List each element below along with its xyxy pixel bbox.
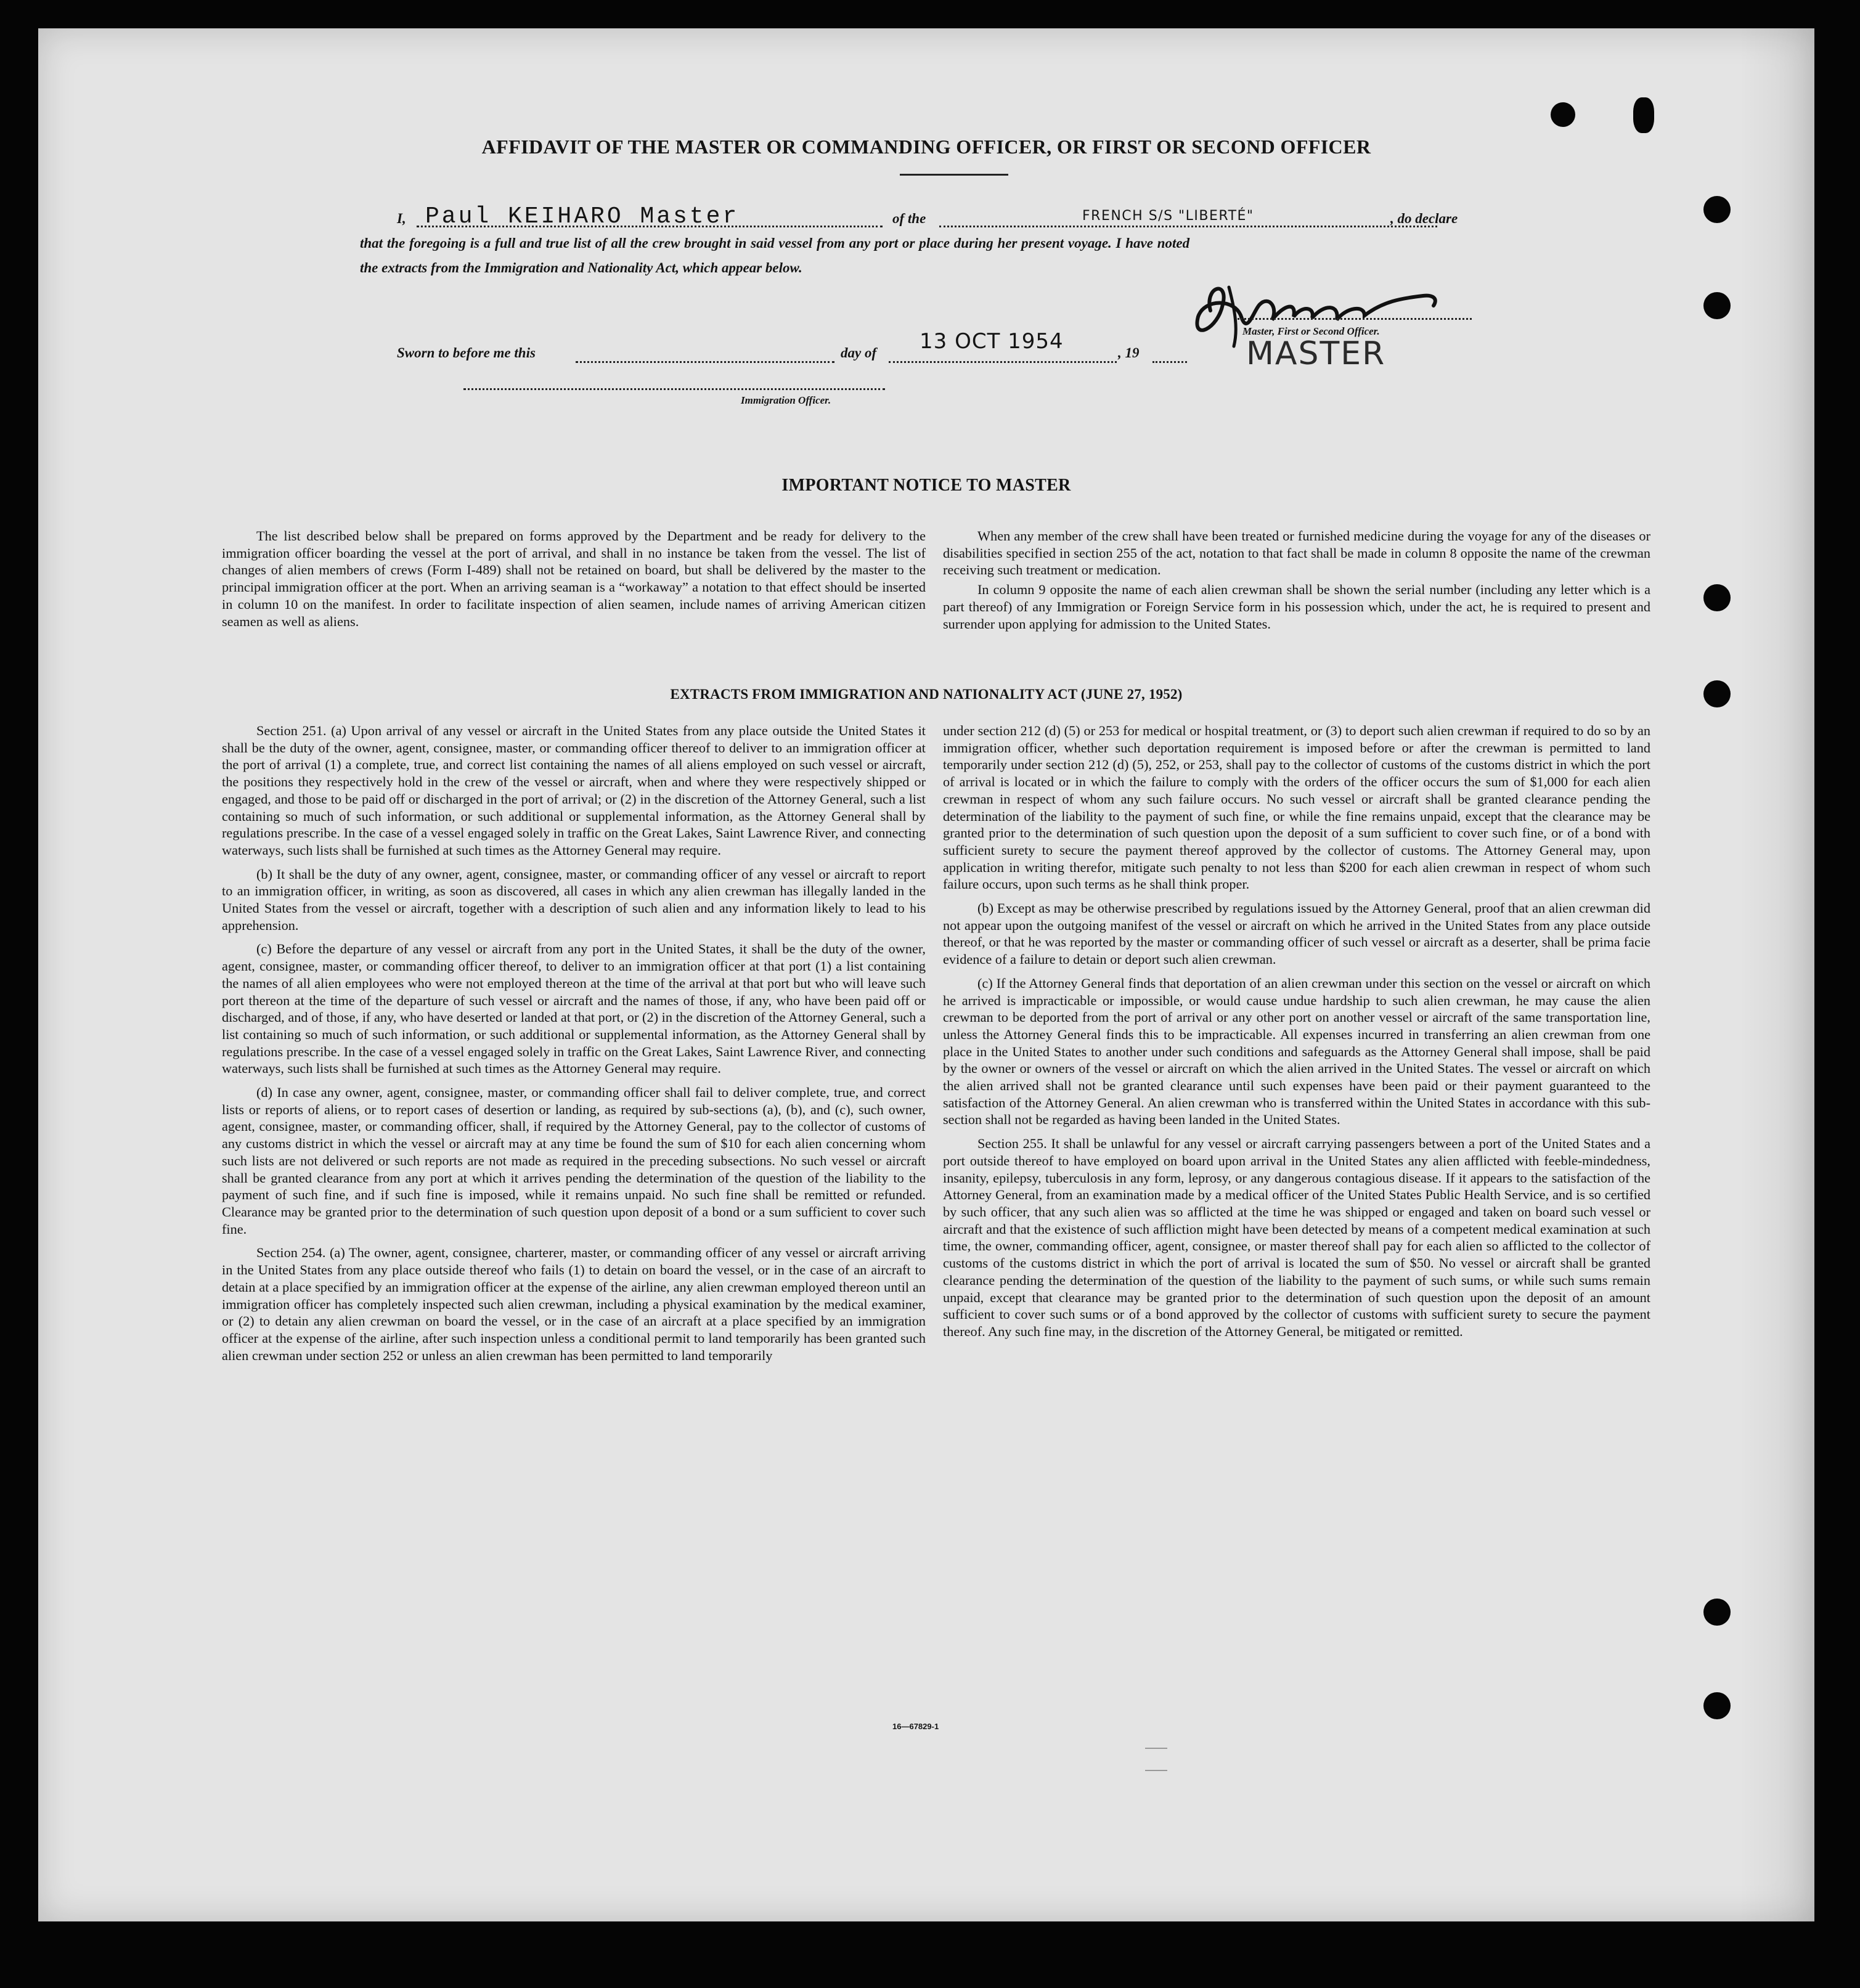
document-page xyxy=(38,28,1814,1921)
extracts-right-column xyxy=(943,722,1650,1347)
punch-hole xyxy=(1703,1599,1731,1626)
page-edge-shadow xyxy=(1739,28,1814,1921)
signature-caption: Master, First or Second Officer. xyxy=(1242,325,1380,337)
extracts-title: EXTRACTS FROM IMMIGRATION AND NATIONALITY ACT (JUNE 27, 1952) xyxy=(670,686,1183,702)
punch-hole xyxy=(1703,1692,1731,1719)
form-number: 16—67829-1 xyxy=(892,1722,939,1731)
section-254-b: (b) Except as may be otherwise prescribed by regulations issued by the Attorney General, proof that an alien crewman did not appear upon the outgoing manifest of the vessel or aircraft on which he arrived in the United States from any place outside thereof, or that he was reported by the master or commanding officer of such vessel or aircraft as a deserter, shall be prima facie evidence of a failure to detain or deport such alien crewman. xyxy=(943,900,1650,968)
punch-hole xyxy=(1551,102,1575,127)
vessel-name-value: FRENCH S/S "LIBERTÉ" xyxy=(1082,208,1254,224)
sworn-year-line xyxy=(1152,361,1187,363)
bleed-through-mark xyxy=(1145,1748,1167,1749)
notice-title: IMPORTANT NOTICE TO MASTER xyxy=(781,476,1071,495)
signature-line xyxy=(1238,318,1472,320)
declaration-line-1: that the foregoing is a full and true list of all the crew brought in said vessel from any port or place during her present voyage. I have noted xyxy=(360,235,1190,251)
of-the-label: of the xyxy=(892,211,926,226)
notice-left-paragraph: The list described below shall be prepared on forms approved by the Department and be ready for delivery to the immigration officer boarding the vessel at the port of arrival, and shall in no instance be taken from the vessel. The list of changes of alien members of crews (Form I-489) shall not be retained on board, but shall be delivered by the master to the principal immigration officer at the port. When an arriving seaman is a “workaway” a notation to that effect should be inserted in column 10 on the manifest. In order to facilitate inspection of alien seamen, include names of arriving American citizen seamen as well as aliens. xyxy=(222,528,926,629)
section-251-b: (b) It shall be the duty of any owner, agent, consignee, master, or commanding officer of any vessel or aircraft to report to an immigration officer, in writing, as soon as discovered, all cases in which any alien crewman has illegally landed in the United States from the vessel or aircraft, together with a description of such alien and any information likely to lead to his apprehension. xyxy=(222,866,926,933)
title-rule xyxy=(900,174,1008,176)
extracts-left-column xyxy=(222,722,926,1371)
notice-left-column xyxy=(222,528,926,637)
sworn-month-line xyxy=(889,361,1117,363)
immigration-officer-caption: Immigration Officer. xyxy=(741,394,831,406)
bleed-through-mark xyxy=(1145,1770,1167,1771)
punch-hole xyxy=(1703,196,1731,223)
notice-right-paragraph-1: When any member of the crew shall have been treated or furnished medicine during the voyage for any of the diseases or disabilities specified in section 255 of the act, notation to that fact shall be made in column 8 opposite the name of the crewman receiving such treatment or medication. xyxy=(943,528,1650,578)
vessel-name-line xyxy=(939,226,1437,227)
sworn-label: Sworn to before me this xyxy=(397,345,536,361)
section-251-d: (d) In case any owner, agent, consignee, master, or commanding officer shall fail to deliver complete, true, and correct lists or reports of aliens, or to report cases of desertion or landing, as required by sub-sections (a), (b), and (c), such owner, agent, consignee, master, or commanding officer, shall, if required by the Attorney General, pay to the collector of customs of any customs district in which the vessel or aircraft may at any time be found the sum of $10 for each alien concerning whom such lists are not delivered or such reports are not made as required in the preceding subsections. No such vessel or aircraft shall be granted clearance from any port at which it arrives pending the determination of the question of the liability to the payment of such fine, and if such fine is imposed, while it remains unpaid. No such fine shall be remitted or refunded. Clearance may be granted prior to the determination of such question upon deposit of a bond or a sum sufficient to cover such fine. xyxy=(222,1085,926,1237)
year-label: , 19 xyxy=(1118,345,1140,361)
section-254-a-continued: under section 212 (d) (5) or 253 for medical or hospital treatment, or (3) to deport such alien crewman if required to do so by an immigration officer, whether such deportation requirement is imposed before or after the crewman is permitted to land temporarily under section 212 (d) (5), 252, or 253, shall pay to the collector of customs of the customs district in which the port of arrival is located or in which the failure to comply with the orders of the officer occurs the sum of $1,000 for each alien crewman in respect of whom any such failure occurs. No such vessel or aircraft shall be granted clearance pending the determination of the liability to the payment of such fine, or while the fine remains unpaid, except that the clearance may be granted prior to the determination of such question upon the deposit of a sum sufficient to cover such fine, or of a bond with sufficient surety to secure the payment thereof approved by the collector of customs. The Attorney General may, upon application in writing therefor, mitigate such penalty to not less than $200 for each alien crewman in respect of whom such failure occurs, upon such terms as he shall think proper. xyxy=(943,723,1650,892)
punch-hole xyxy=(1703,292,1731,319)
date-stamp: 13 OCT 1954 xyxy=(920,329,1064,354)
notice-right-paragraph-2: In column 9 opposite the name of each alien crewman shall be shown the serial number (including any letter which is a part thereof) of any Immigration or Foreign Service form in his possession which, under the act, he is required to present and surrender upon applying for admission to the United States. xyxy=(943,582,1650,632)
affidavit-title: AFFIDAVIT OF THE MASTER OR COMMANDING OFFICER, OR FIRST OR SECOND OFFICER xyxy=(481,136,1371,158)
notice-right-column xyxy=(943,528,1650,639)
section-254-a: Section 254. (a) The owner, agent, consignee, charterer, master, or commanding officer of any vessel or aircraft arriving in the United States from any place outside thereof who fails (1) to detain on board the vessel, or in the case of an aircraft to detain at a place specified by an immigration officer at the expense of the airline, any alien crewman employed thereon until an immigration officer has completely inspected such alien crewman, including a physical examination by the medical examiner, or (2) to detain any alien crewman on board the vessel, or in the case of an aircraft at a place specified by an immigration officer at the expense of the airline, after such inspection unless a conditional permit to land temporarily has been granted such alien crewman under section 252 or unless an alien crewman has been permitted to land temporarily xyxy=(222,1245,926,1363)
punch-hole xyxy=(1703,584,1731,611)
section-254-c: (c) If the Attorney General finds that deportation of an alien crewman under this section on the vessel or aircraft on which he arrived is impracticable or impossible, or would cause undue hardship to such alien crewman, he may cause the alien crewman to be deported from the port of arrival or any other port on another vessel or aircraft of the same transportation line, unless the Attorney General finds this to be impracticable. All expenses incurred in transferring an alien crewman from one place in the United States to another under such conditions and safeguards as the Attorney General shall impose, shall be paid by the owner or owners of the vessel or aircraft on which the alien arrived in the United States. The vessel or aircraft on which the alien arrived shall not be granted clearance until such expenses have been paid or their payment guaranteed to the satisfaction of the Attorney General. An alien crewman who is transferred within the United States in accordance with this sub-section shall not be regarded as having been landed in the United States. xyxy=(943,975,1650,1128)
section-251-c: (c) Before the departure of any vessel or aircraft from any port in the United States, it shall be the duty of the owner, agent, consignee, master, or commanding officer thereof, to deliver to an immigration officer at that port (1) a list containing the names of all alien employees who were not employed thereon at the time of the arrival at that port but who will leave such port thereon at the time of the departure of such vessel or aircraft and the names of those, if any, who have been paid off or discharged, and of those, if any, who have deserted or landed at that port, or (2) in the discretion of the Attorney General, such a list containing so much of such information, or such additional or supplemental information, as the Attorney General shall by regulations prescribe. In the case of a vessel engaged solely in traffic on the Great Lakes, Saint Lawrence River, and connecting waterways, such lists shall be furnished at such times as the Attorney General may require. xyxy=(222,941,926,1077)
do-declare-label: , do declare xyxy=(1390,211,1458,226)
declaration-line-2: the extracts from the Immigration and Nationality Act, which appear below. xyxy=(360,260,802,275)
day-of-label: day of xyxy=(841,345,877,361)
sworn-day-line xyxy=(576,361,834,363)
section-251-a: Section 251. (a) Upon arrival of any vessel or aircraft in the United States from any place outside the United States it shall be the duty of the owner, agent, consignee, master, or commanding officer thereof to deliver to an immigration officer at the port of arrival (1) a complete, true, and correct list containing the names of all aliens employed on such vessel or aircraft, the positions they respectively hold in the crew of the vessel or aircraft, when and where they were respectively shipped or engaged, and those to be paid off or discharged in the port of arrival; or (2) in the discretion of the Attorney General, such a list containing so much of such information, or such additional or supplemental information, as the Attorney General shall by regulations prescribe. In the case of a vessel engaged solely in traffic on the Great Lakes, Saint Lawrence River, and connecting waterways, such lists shall be furnished at such times as the Attorney General may require. xyxy=(222,723,926,858)
master-name-value: Paul KEIHARO Master xyxy=(425,203,740,230)
section-255: Section 255. It shall be unlawful for any vessel or aircraft carrying passengers between a port of the United States and a port outside thereof to have employed on board upon arrival in the United States any alien afflicted with feeble-mindedness, insanity, epilepsy, tuberculosis in any form, leprosy, or any dangerous contagious disease. If it appears to the satisfaction of the Attorney General, from an examination made by a medical officer of the United States Public Health Service, and is so certified by such officer, that any such alien was so afflicted at the time he was shipped or engaged and taken on board such vessel or aircraft and that the existence of such affliction might have been detected by means of a competent medical examination at such time, the owner, commanding officer, agent, consignee, or master thereof shall pay for each alien so afflicted to the collector of customs of the customs district in which the port of arrival is located the sum of $50. No vessel or aircraft shall be granted clearance pending the determination of the question of the liability to the payment of such sums, or while such sums remain unpaid, except that clearance may be granted prior to the determination of such question upon the deposit of an amount sufficient to cover such sums or of a bond approved by the collector of customs with sufficient surety to secure the payment thereof. Any such fine may, in the discretion of the Attorney General, be mitigated or remitted. xyxy=(943,1136,1650,1339)
immigration-officer-line xyxy=(463,388,885,390)
i-label: I, xyxy=(397,211,406,226)
punch-hole xyxy=(1633,97,1654,133)
master-stamp: MASTER xyxy=(1246,335,1386,372)
